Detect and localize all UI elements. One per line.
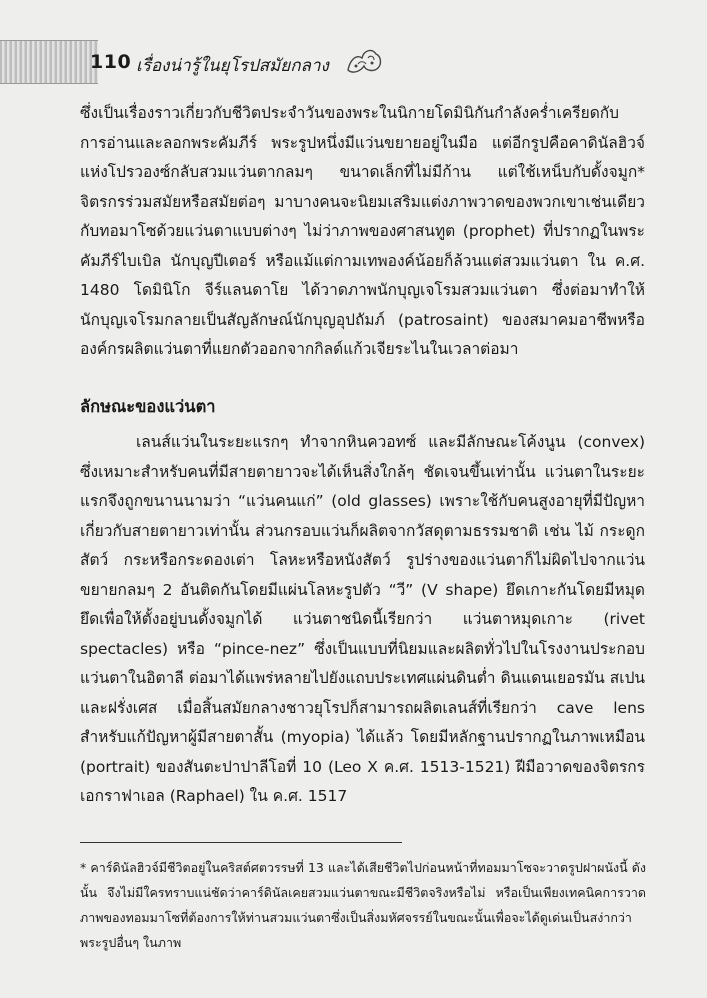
section-heading: ลักษณะของแว่นตา: [80, 397, 216, 416]
body-paragraph: ซึ่งเป็นเรื่องราวเกี่ยวกับชีวิตประจำวันของพระในนิกายโดมินิกันกำลังคร่ำเครียดกับการอ่านและลอกพระคัมภีร์ พระรูปหนึ่งมีแว่นขยายอยู่ในมือ แต่อีกรูปคือคาดินัลฮิวจ์แห่งโปรวองซ์กลับสวมแว่นตากลมๆ ขนาดเล็กที่ไม่มีก้าน แต่ใช้เหน็บกับดั้งจมูก* จิตรกรร่วมสมัยหรือสมัยต่อๆ มาบางคนจะนิยมเสริมแต่งภาพวาดของพวกเขาเช่นเดียวกับทอมาโซด้วยแว่นตาแบบต่างๆ ไม่ว่าภาพของศาสนทูต (prophet) ที่ปรากฏในพระคัมภีร์ไบเบิล นักบุญปีเตอร์ หรือแม้แต่กามเทพองค์น้อยก็ล้วนแต่สวมแว่นตา ใน ค.ศ. 1480 โดมินิโก จีร์แลนดาโย ได้วาดภาพนักบุญเจโรมสวมแว่นตา ซึ่งต่อมาทำให้นักบุญเจโรมกลายเป็นสัญลักษณ์นักบุญอุปถัมภ์ (patrosaint) ของสมาคมอาชีพหรือองค์กรผลิตแว่นตาที่แยกตัวออกจากกิลด์แก้วเจียระไนในเวลาต่อมา: [80, 104, 645, 358]
footnote-divider: [80, 842, 402, 843]
body-paragraph: เลนส์แว่นในระยะแรกๆ ทำจากหินควอทซ์ และมีลักษณะโค้งนูน (convex) ซึ่งเหมาะสำหรับคนที่มีสายตายาวจะได้เห็นสิ่งใกล้ๆ ชัดเจนขึ้นเท่านั้น แว่นตาในระยะแรกจึงถูกขนานนามว่า “แว่นคนแก่” (old glasses) เพราะใช้กับคนสูงอายุที่มีปัญหาเกี่ยวกับสายตายาวเท่านั้น ส่วนกรอบแว่นก็ผลิตจากวัสดุตามธรรมชาติ เช่น ไม้ กระดูกสัตว์ กระหรือกระดองเต่า โลหะหรือหนังสัตว์ รูปร่างของแว่นตาก็ไม่ผิดไปจากแว่นขยายกลมๆ 2 อันติดกันโดยมีแผ่นโลหะรูปตัว “วี” (V shape) ยึดเกาะกันโดยมีหมุดยึดเพื่อให้ตั้งอยู่บนดั้งจมูกได้ แว่นตาชนิดนี้เรียกว่า แว่นตาหมุดเกาะ (rivet spectacles) หรือ “pince-nez” ซึ่งเป็นแบบที่นิยมและผลิตทั่วไปในโรงงานประกอบแว่นตาในอิตาลี ต่อมาได้แพร่หลายไปยังแถบประเทศแผ่นดินต่ำ ดินแดนเยอรมัน สเปนและฝรั่งเศส เมื่อสิ้นสมัยกลางชาวยุโรปก็สามารถผลิตเลนส์ที่เรียกว่า cave lens สำหรับแก้ปัญหาผู้มีสายตาสั้น (myopia) ได้แล้ว โดยมีหลักฐานปรากฏในภาพเหมือน (portrait) ของสันตะปาปาลีโอที่ 10 (Leo X ค.ศ. 1513-1521) ฝีมือวาดของจิตรกรเอกราฟาเอล (Raphael) ใน ค.ศ. 1517: [80, 433, 645, 805]
header-band: [0, 40, 98, 84]
running-title: เรื่องน่ารู้ในยุโรปสมัยกลาง: [136, 56, 329, 76]
ornament-icon: [344, 44, 384, 76]
footnote: * คาร์ดินัลฮิวจ์มีชีวิตอยู่ในคริสต์ศตวรรษที่ 13 และได้เสียชีวิตไปก่อนหน้าที่ทอมมาโซจะวาดรูปฝาผนังนี้ ดังนั้น จึงไม่มีใครทราบแน่ชัดว่าคาร์ดินัลเคยสวมแว่นตาขณะมีชีวิตจริงหรือไม่ หรือเป็นเพียงเทคนิคการวาดภาพของทอมมาโซที่ต้องการให้ท่านสวมแว่นตาซึ่งเป็นสิ่งมหัศจรรย์ในขณะนั้นเพื่อจะได้ดูเด่นเป็นสง่ากว่าพระรูปอื่นๆ ในภาพ: [80, 860, 646, 950]
page-number: 110: [90, 51, 132, 73]
